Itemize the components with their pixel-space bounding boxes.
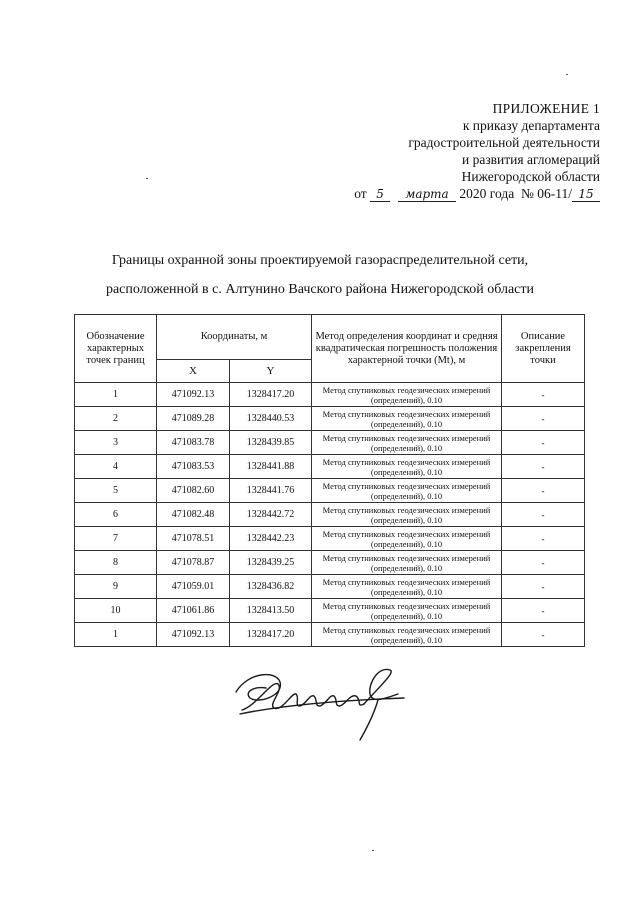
description-cell: - [502, 575, 585, 599]
description-cell: - [502, 431, 585, 455]
appendix-block [354, 100, 600, 202]
description-cell: - [502, 623, 585, 647]
y-cell: 1328413.50 [230, 599, 312, 623]
appendix-heading: ПРИЛОЖЕНИЕ 1 [492, 101, 600, 116]
point-cell: 10 [75, 599, 157, 623]
document-title [0, 246, 640, 304]
table-row [75, 575, 585, 599]
x-cell: 471078.87 [157, 551, 230, 575]
table-row [75, 527, 585, 551]
y-cell: 1328439.85 [230, 431, 312, 455]
x-cell: 471083.53 [157, 455, 230, 479]
method-cell: Метод спутниковых геодезических измерений (определений), 0.10 [312, 599, 502, 623]
table-row [75, 551, 585, 575]
order-day: 5 [370, 188, 390, 202]
point-cell: 8 [75, 551, 157, 575]
method-cell: Метод спутниковых геодезических измерений (определений), 0.10 [312, 431, 502, 455]
y-cell: 1328441.76 [230, 479, 312, 503]
order-month: марта [398, 188, 456, 202]
header-method: Метод определения координат и средняя квадратическая погрешность положения характерной точки (Mt), м [312, 315, 502, 383]
y-cell: 1328440.53 [230, 407, 312, 431]
description-cell: - [502, 455, 585, 479]
table-row [75, 431, 585, 455]
order-prefix: от [354, 186, 367, 201]
header-y: Y [230, 360, 312, 383]
description-cell: - [502, 383, 585, 407]
order-number-prefix: № 06-11/ [520, 186, 572, 201]
description-cell: - [502, 479, 585, 503]
x-cell: 471082.48 [157, 503, 230, 527]
appendix-line: к приказу департамента [462, 118, 600, 133]
y-cell: 1328436.82 [230, 575, 312, 599]
appendix-line: градостроительной деятельности [408, 135, 600, 150]
method-cell: Метод спутниковых геодезических измерений (определений), 0.10 [312, 479, 502, 503]
method-cell: Метод спутниковых геодезических измерений (определений), 0.10 [312, 623, 502, 647]
table-row [75, 599, 585, 623]
point-cell: 7 [75, 527, 157, 551]
table-row [75, 479, 585, 503]
x-cell: 471078.51 [157, 527, 230, 551]
description-cell: - [502, 551, 585, 575]
header-x: X [157, 360, 230, 383]
y-cell: 1328441.88 [230, 455, 312, 479]
x-cell: 471092.13 [157, 383, 230, 407]
y-cell: 1328417.20 [230, 383, 312, 407]
order-number: 15 [572, 188, 600, 202]
point-cell: 1 [75, 623, 157, 647]
scan-speck [566, 74, 568, 75]
header-description: Описание закрепления точки [502, 315, 585, 383]
header-coordinates: Координаты, м [157, 315, 312, 360]
appendix-line: Нижегородской области [461, 169, 600, 184]
table-row [75, 407, 585, 431]
description-cell: - [502, 527, 585, 551]
table-row [75, 383, 585, 407]
point-cell: 5 [75, 479, 157, 503]
y-cell: 1328439.25 [230, 551, 312, 575]
x-cell: 471092.13 [157, 623, 230, 647]
description-cell: - [502, 503, 585, 527]
point-cell: 4 [75, 455, 157, 479]
description-cell: - [502, 407, 585, 431]
y-cell: 1328417.20 [230, 623, 312, 647]
method-cell: Метод спутниковых геодезических измерений (определений), 0.10 [312, 455, 502, 479]
handwritten-signature-icon [228, 664, 408, 744]
point-cell: 6 [75, 503, 157, 527]
x-cell: 471082.60 [157, 479, 230, 503]
x-cell: 471089.28 [157, 407, 230, 431]
point-cell: 3 [75, 431, 157, 455]
table-body [75, 383, 585, 647]
order-date-line [354, 185, 600, 202]
point-cell: 9 [75, 575, 157, 599]
x-cell: 471059.01 [157, 575, 230, 599]
x-cell: 471061.86 [157, 599, 230, 623]
table-row [75, 623, 585, 647]
scan-speck [372, 850, 374, 851]
appendix-line: и развития агломераций [461, 152, 600, 167]
title-line-1: Границы охранной зоны проектируемой газораспределительной сети, [111, 253, 529, 268]
point-cell: 2 [75, 407, 157, 431]
y-cell: 1328442.72 [230, 503, 312, 527]
method-cell: Метод спутниковых геодезических измерений (определений), 0.10 [312, 575, 502, 599]
x-cell: 471083.78 [157, 431, 230, 455]
method-cell: Метод спутниковых геодезических измерений (определений), 0.10 [312, 407, 502, 431]
scan-speck [146, 178, 148, 179]
description-cell: - [502, 599, 585, 623]
header-point: Обозначение характерных точек границ [75, 315, 157, 383]
title-line-2: расположенной в с. Алтунино Вачского района Нижегородской области [105, 282, 535, 297]
coordinates-table [74, 314, 585, 647]
table-row [75, 455, 585, 479]
point-cell: 1 [75, 383, 157, 407]
table-row [75, 503, 585, 527]
method-cell: Метод спутниковых геодезических измерений (определений), 0.10 [312, 383, 502, 407]
method-cell: Метод спутниковых геодезических измерений (определений), 0.10 [312, 503, 502, 527]
method-cell: Метод спутниковых геодезических измерений (определений), 0.10 [312, 551, 502, 575]
order-year: 2020 года [459, 186, 515, 201]
y-cell: 1328442.23 [230, 527, 312, 551]
method-cell: Метод спутниковых геодезических измерений (определений), 0.10 [312, 527, 502, 551]
